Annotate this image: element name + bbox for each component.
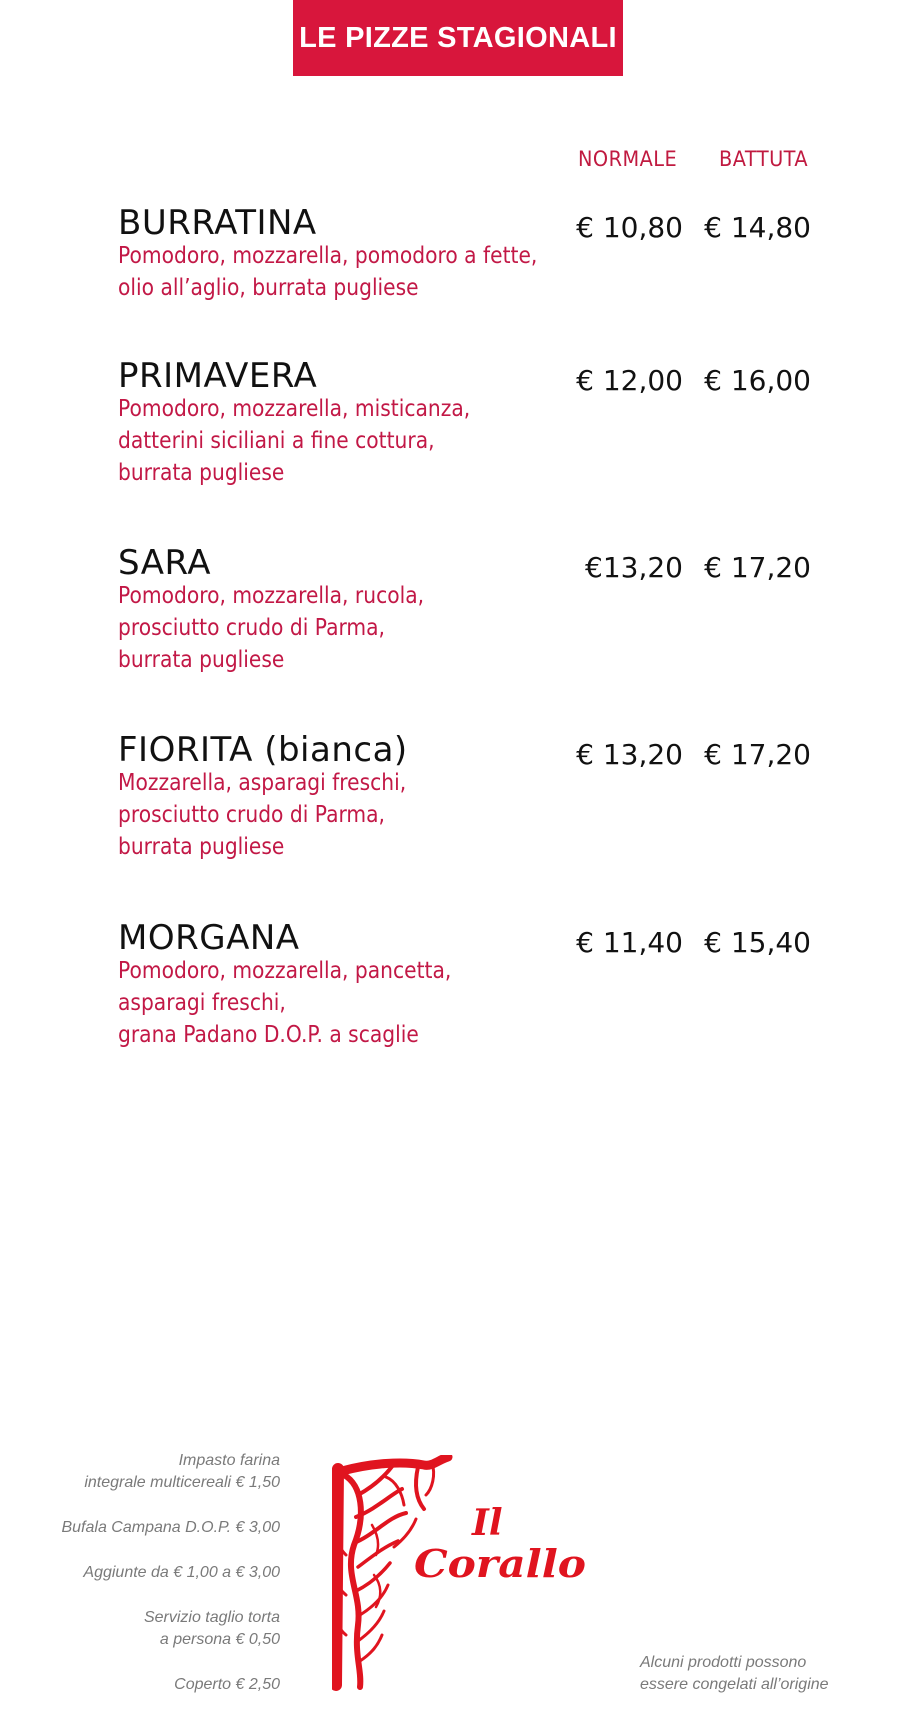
item-description (118, 955, 611, 1051)
item-description (118, 580, 611, 676)
price-battuta: € 15,40 (704, 926, 811, 959)
column-header-battuta: BATTUTA (719, 147, 809, 171)
menu-item-burratina (118, 203, 818, 304)
footnote-line: Alcuni prodotti possono (640, 1654, 807, 1671)
description-line: burrata pugliese (118, 834, 285, 860)
column-header-normale: NORMALE (578, 147, 678, 171)
note-line: Bufala Campana D.O.P. € 3,00 (61, 1519, 280, 1536)
extras-notes (40, 1450, 280, 1719)
note-servizio (40, 1607, 280, 1651)
price-normale: €13,20 (585, 551, 683, 584)
description-line: burrata pugliese (118, 647, 285, 673)
description-line: Pomodoro, mozzarella, rucola, (118, 583, 425, 609)
description-line: Pomodoro, mozzarella, misticanza, (118, 396, 471, 422)
note-line: integrale multicereali € 1,50 (84, 1474, 280, 1491)
note-line: Aggiunte da € 1,00 a € 3,00 (83, 1564, 280, 1581)
logo-text-corallo: Corallo (414, 1541, 586, 1586)
description-line: Pomodoro, mozzarella, pomodoro a fette, (118, 243, 538, 269)
note-bufala (40, 1517, 280, 1539)
note-line: a persona € 0,50 (159, 1631, 280, 1648)
note-line: Coperto € 2,50 (174, 1676, 280, 1693)
description-line: prosciutto crudo di Parma, (118, 615, 385, 641)
description-line: datterini siciliani a fine cottura, (118, 428, 435, 454)
price-normale: € 12,00 (576, 364, 683, 397)
footnote-line: essere congelati all’origine (640, 1676, 829, 1693)
item-description (118, 393, 611, 489)
price-battuta: € 16,00 (704, 364, 811, 397)
price-battuta: € 17,20 (704, 551, 811, 584)
item-name: SARA (118, 543, 211, 583)
price-normale: € 13,20 (576, 738, 683, 771)
price-battuta: € 14,80 (704, 211, 811, 244)
section-title: LE PIZZE STAGIONALI (299, 21, 617, 54)
item-name: PRIMAVERA (118, 356, 318, 396)
logo-text-il: Il (472, 1502, 503, 1544)
note-impasto (40, 1450, 280, 1494)
description-line: prosciutto crudo di Parma, (118, 802, 385, 828)
note-line: Impasto farina (178, 1452, 280, 1469)
description-line: asparagi freschi, (118, 990, 286, 1016)
il-corallo-logo (332, 1455, 592, 1695)
item-name: BURRATINA (118, 203, 317, 243)
description-line: Pomodoro, mozzarella, pancetta, (118, 958, 452, 984)
item-name: MORGANA (118, 918, 300, 958)
description-line: burrata pugliese (118, 460, 285, 486)
menu-item-sara (118, 543, 818, 676)
section-title-banner (293, 0, 623, 76)
item-name: FIORITA (bianca) (118, 730, 408, 770)
description-line: Mozzarella, asparagi freschi, (118, 770, 407, 796)
item-description (118, 240, 611, 304)
item-description (118, 767, 611, 863)
menu-item-primavera (118, 356, 818, 489)
description-line: olio all’aglio, burrata pugliese (118, 275, 419, 301)
description-line: grana Padano D.O.P. a scaglie (118, 1022, 419, 1048)
menu-item-fiorita (118, 730, 818, 863)
price-normale: € 10,80 (576, 211, 683, 244)
menu-item-morgana (118, 918, 818, 1051)
note-coperto (40, 1674, 280, 1696)
note-line: Servizio taglio torta (143, 1609, 280, 1626)
price-battuta: € 17,20 (704, 738, 811, 771)
price-normale: € 11,40 (576, 926, 683, 959)
frozen-products-footnote (640, 1652, 900, 1696)
note-aggiunte (40, 1562, 280, 1584)
